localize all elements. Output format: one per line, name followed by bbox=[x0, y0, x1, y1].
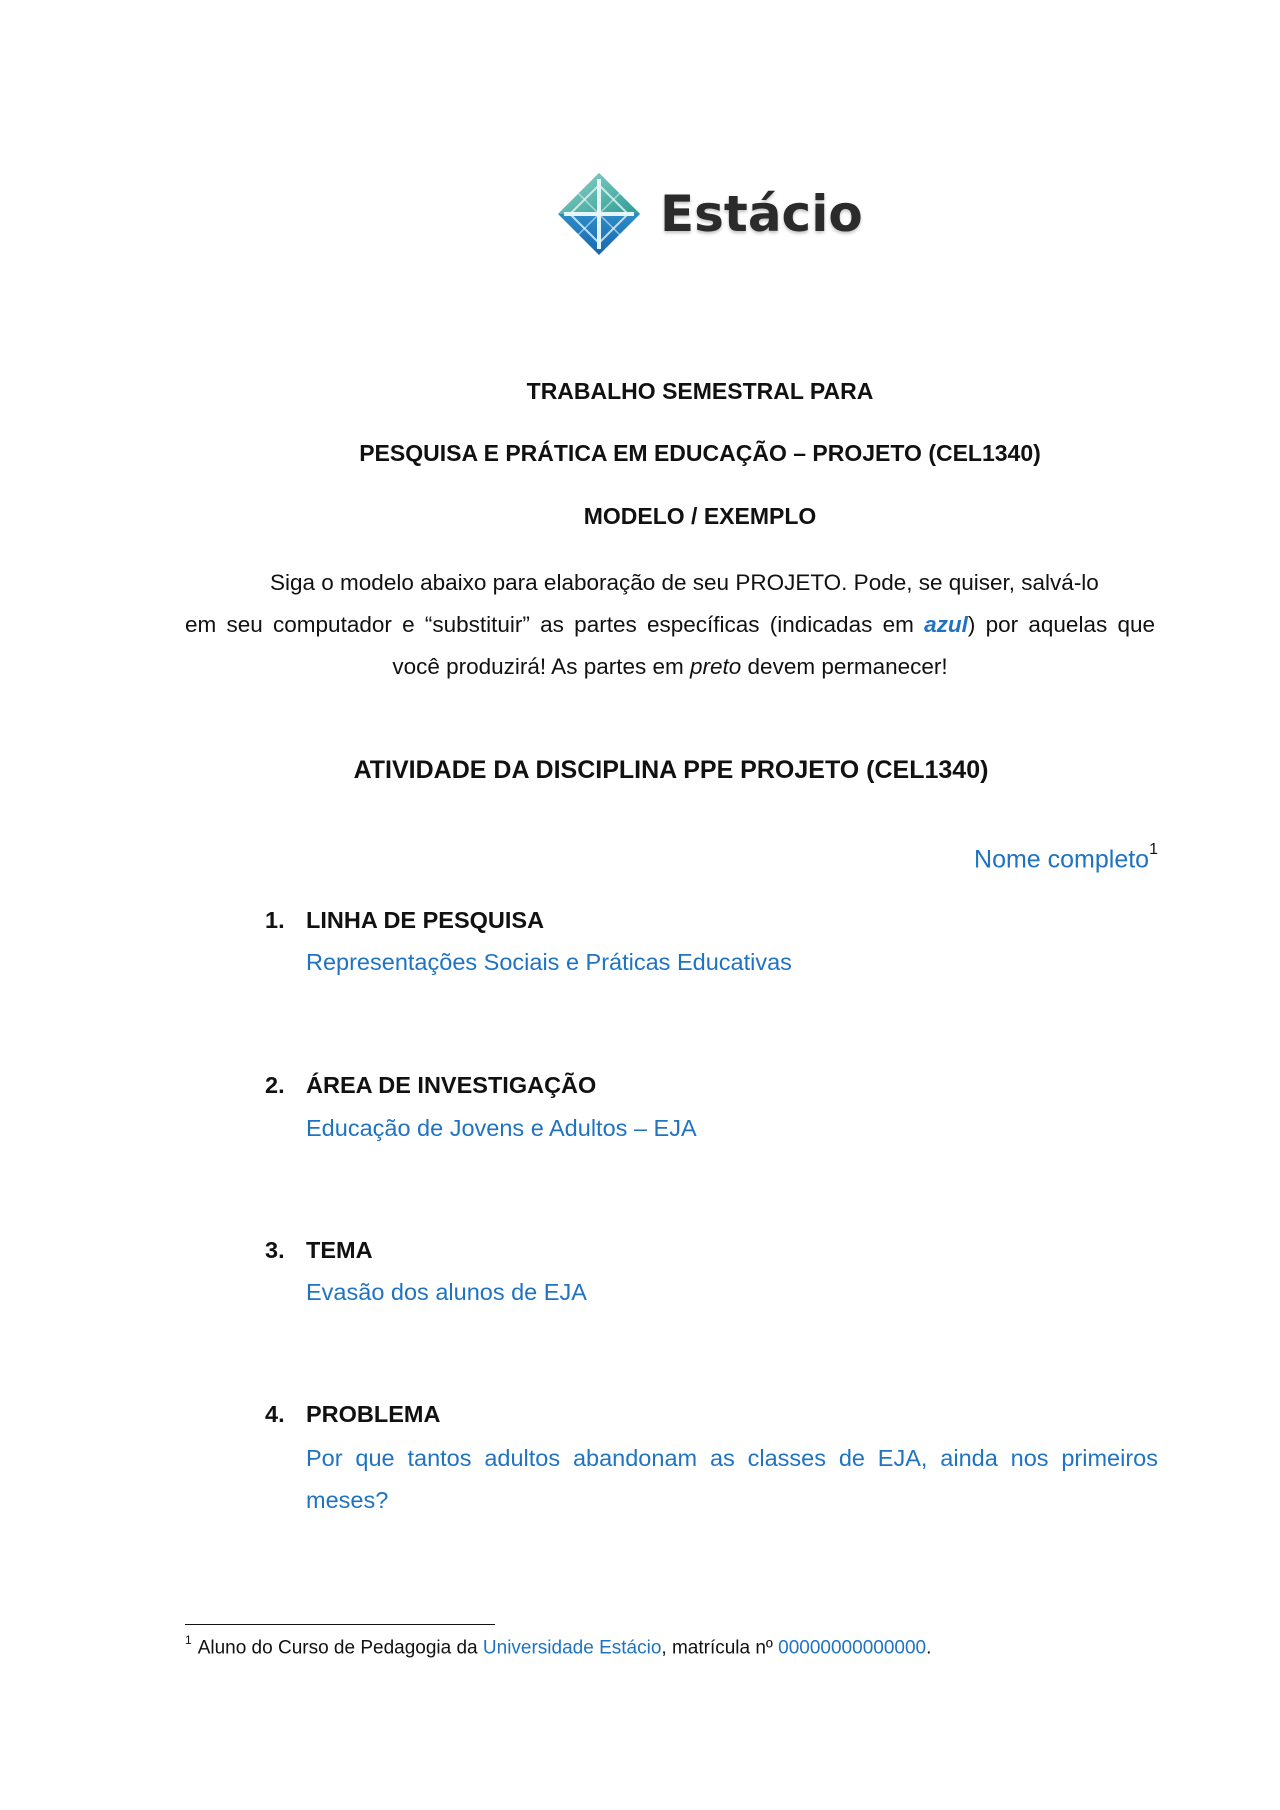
footnote-divider bbox=[185, 1624, 495, 1625]
intro-line-2-text: em seu computador e “substituir” as partes específicas (indicadas em bbox=[185, 612, 925, 637]
section-4-value: Por que tantos adultos abandonam as classes de EJA, ainda nos primeiros meses? bbox=[306, 1445, 1158, 1513]
footnote-text-end: . bbox=[926, 1637, 932, 1659]
intro-line-1-text: Siga o modelo abaixo para elaboração de seu PROJETO. Pode, se quiser, salvá-lo bbox=[270, 570, 1099, 595]
intro-italic-word: preto bbox=[690, 654, 742, 679]
footnote-mark: 1 bbox=[185, 1633, 192, 1647]
section-4-heading bbox=[265, 1401, 440, 1428]
footnote-text-middle: , matrícula nº bbox=[661, 1637, 779, 1659]
section-3-value: Evasão dos alunos de EJA bbox=[306, 1279, 587, 1305]
section-2-number: 2. bbox=[265, 1072, 285, 1098]
estacio-diamond-icon bbox=[556, 171, 642, 257]
activity-title: ATIVIDADE DA DISCIPLINA PPE PROJETO (CEL1340) bbox=[353, 756, 989, 784]
section-2-title: ÁREA DE INVESTIGAÇÃO bbox=[306, 1072, 597, 1098]
estacio-wordmark: Estácio bbox=[660, 185, 863, 243]
estacio-logo bbox=[556, 166, 863, 262]
intro-paragraph bbox=[185, 562, 1155, 688]
author-name bbox=[974, 841, 1158, 874]
intro-blue-word: azul bbox=[924, 612, 968, 637]
footnote-text: Aluno do Curso de Pedagogia da bbox=[197, 1637, 483, 1659]
section-1-title: LINHA DE PESQUISA bbox=[306, 907, 545, 933]
header-line-2: PESQUISA E PRÁTICA EM EDUCAÇÃO – PROJETO (CEL1340) bbox=[359, 440, 1041, 466]
section-1-number: 1. bbox=[265, 907, 285, 933]
header-line-1: TRABALHO SEMESTRAL PARA bbox=[526, 378, 874, 404]
author-footnote-mark: 1 bbox=[1149, 841, 1158, 858]
author-name-text: Nome completo bbox=[974, 845, 1150, 874]
section-3-heading bbox=[265, 1237, 373, 1264]
section-2-value: Educação de Jovens e Adultos – EJA bbox=[306, 1115, 697, 1141]
section-1-heading bbox=[265, 907, 544, 934]
intro-line-2-end: ) por aquelas que bbox=[967, 612, 1156, 637]
section-4-number: 4. bbox=[265, 1401, 285, 1427]
section-4-title: PROBLEMA bbox=[306, 1401, 441, 1427]
section-3-title: TEMA bbox=[306, 1237, 373, 1263]
header-line-3: MODELO / EXEMPLO bbox=[583, 503, 817, 529]
intro-line-3-text: você produzirá! As partes em bbox=[392, 654, 690, 679]
intro-line-3 bbox=[185, 646, 1155, 688]
intro-line-2 bbox=[185, 604, 1155, 646]
section-3-number: 3. bbox=[265, 1237, 285, 1263]
section-1-value: Representações Sociais e Práticas Educativas bbox=[306, 949, 792, 975]
section-2-heading bbox=[265, 1072, 596, 1099]
footnote-registration: 00000000000000 bbox=[778, 1637, 927, 1659]
intro-line-3-end: devem permanecer! bbox=[741, 654, 948, 679]
intro-line-1 bbox=[185, 562, 1155, 604]
footnote-university: Universidade Estácio bbox=[482, 1637, 662, 1659]
footnote bbox=[185, 1635, 931, 1659]
